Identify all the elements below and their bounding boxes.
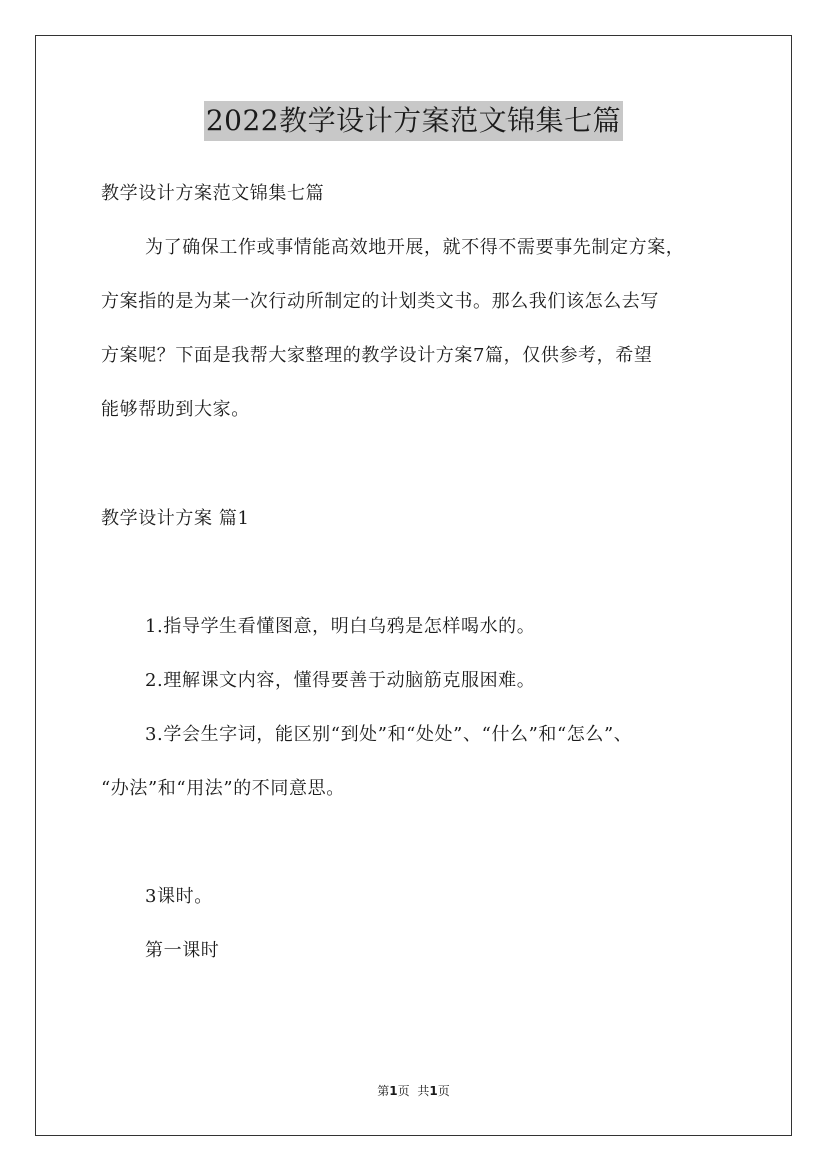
lesson-hours: 3课时。 [145, 886, 213, 907]
intro-line-3: 方案呢？下面是我帮大家整理的教学设计方案7篇，仅供参考，希望 [101, 345, 653, 366]
footer-page-suffix: 页 [397, 1084, 410, 1098]
objective-3-continued: “办法”和“用法”的不同意思。 [101, 778, 345, 799]
lesson-first: 第一课时 [145, 940, 220, 961]
footer-page-number: 1 [389, 1084, 398, 1098]
objective-2: 2.理解课文内容，懂得要善于动脑筋克服困难。 [145, 670, 536, 691]
objective-3: 3.学会生字词，能区别“到处”和“处处”、“什么”和“怎么”、 [145, 724, 633, 745]
document-title: 2022教学设计方案范文锦集七篇 [204, 101, 623, 141]
footer-total-suffix: 页 [437, 1084, 450, 1098]
footer-page-prefix: 第 [377, 1084, 390, 1098]
footer-total-prefix: 共 [417, 1084, 430, 1098]
document-subtitle: 教学设计方案范文锦集七篇 [101, 183, 325, 204]
title-container [0, 101, 827, 141]
intro-line-4: 能够帮助到大家。 [101, 399, 250, 420]
objective-1: 1.指导学生看懂图意，明白乌鸦是怎样喝水的。 [145, 616, 536, 637]
page-footer [0, 1083, 827, 1099]
section-heading: 教学设计方案 篇1 [101, 508, 250, 529]
intro-line-1: 为了确保工作或事情能高效地开展，就不得不需要事先制定方案， [145, 237, 685, 258]
footer-total-number: 1 [429, 1084, 438, 1098]
intro-line-2: 方案指的是为某一次行动所制定的计划类文书。那么我们该怎么去写 [101, 291, 659, 312]
